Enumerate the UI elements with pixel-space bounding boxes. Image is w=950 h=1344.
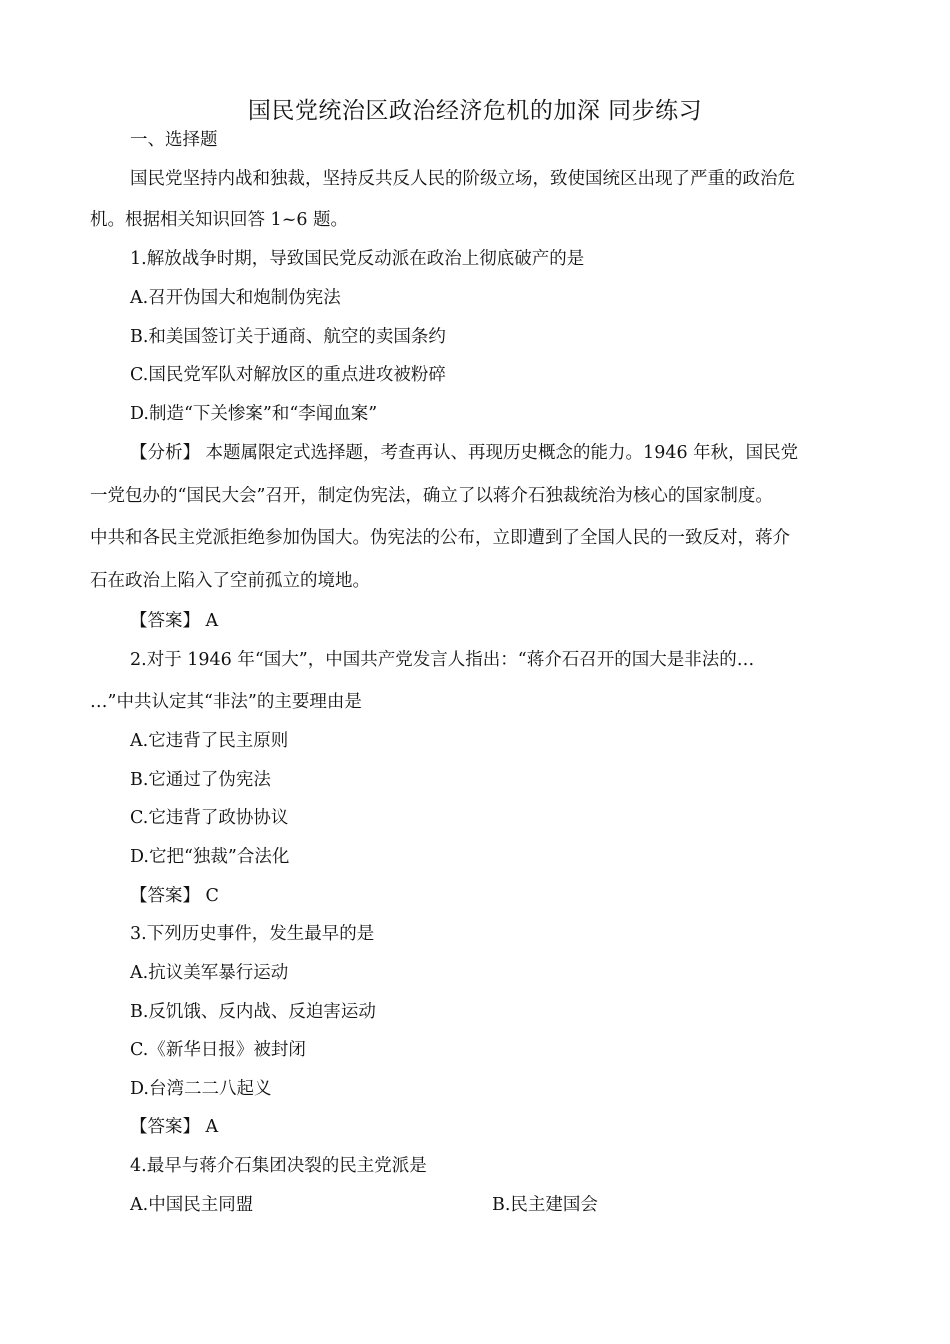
q2-stem-line-1: 2.对于 1946 年“国大”，中国共产党发言人指出：“蒋介石召开的国大是非法的… (130, 650, 755, 670)
q3-option-a: A.抗议美军暴行运动 (130, 963, 289, 983)
q1-analysis-line-2: 一党包办的“国民大会”召开，制定伪宪法，确立了以蒋介石独裁统治为核心的国家制度。 (90, 486, 773, 506)
q3-answer: 【答案】 A (130, 1117, 219, 1137)
intro-line-2: 机。根据相关知识回答 1~6 题。 (90, 210, 349, 230)
q1-option-b: B.和美国签订关于通商、航空的卖国条约 (130, 327, 446, 347)
q2-stem-line-2: …”中共认定其“非法”的主要理由是 (90, 692, 362, 712)
q2-option-a: A.它违背了民主原则 (130, 731, 289, 751)
q1-option-c: C.国民党军队对解放区的重点进攻被粉碎 (130, 365, 446, 385)
q1-analysis-line-4: 石在政治上陷入了空前孤立的境地。 (90, 571, 370, 591)
q2-option-d: D.它把“独裁”合法化 (130, 847, 290, 867)
q1-option-a: A.召开伪国大和炮制伪宪法 (130, 288, 341, 308)
q1-option-d: D.制造“下关惨案”和“李闻血案” (130, 404, 378, 424)
q1-answer: 【答案】 A (130, 611, 219, 631)
page-title: 国民党统治区政治经济危机的加深 同步练习 (247, 98, 703, 124)
q2-answer: 【答案】 C (130, 886, 219, 906)
q4-option-b: B.民主建国会 (492, 1195, 598, 1215)
section-heading: 一、选择题 (130, 130, 218, 150)
q3-option-d: D.台湾二二八起义 (130, 1079, 272, 1099)
q4-option-a: A.中国民主同盟 (130, 1195, 254, 1215)
q1-stem: 1.解放战争时期，导致国民党反动派在政治上彻底破产的是 (130, 249, 585, 269)
q3-stem: 3.下列历史事件，发生最早的是 (130, 924, 375, 944)
q2-option-b: B.它通过了伪宪法 (130, 770, 271, 790)
q3-option-c: C.《新华日报》被封闭 (130, 1040, 306, 1060)
q3-option-b: B.反饥饿、反内战、反迫害运动 (130, 1002, 376, 1022)
intro-line-1: 国民党坚持内战和独裁，坚持反共反人民的阶级立场，致使国统区出现了严重的政治危 (130, 169, 795, 189)
q4-stem: 4.最早与蒋介石集团决裂的民主党派是 (130, 1156, 427, 1176)
q2-option-c: C.它违背了政协协议 (130, 808, 289, 828)
q1-analysis-line-3: 中共和各民主党派拒绝参加伪国大。伪宪法的公布，立即遭到了全国人民的一致反对，蒋介 (90, 528, 790, 548)
q1-analysis-line-1: 【分析】 本题属限定式选择题，考查再认、再现历史概念的能力。1946 年秋，国民党 (130, 443, 799, 463)
